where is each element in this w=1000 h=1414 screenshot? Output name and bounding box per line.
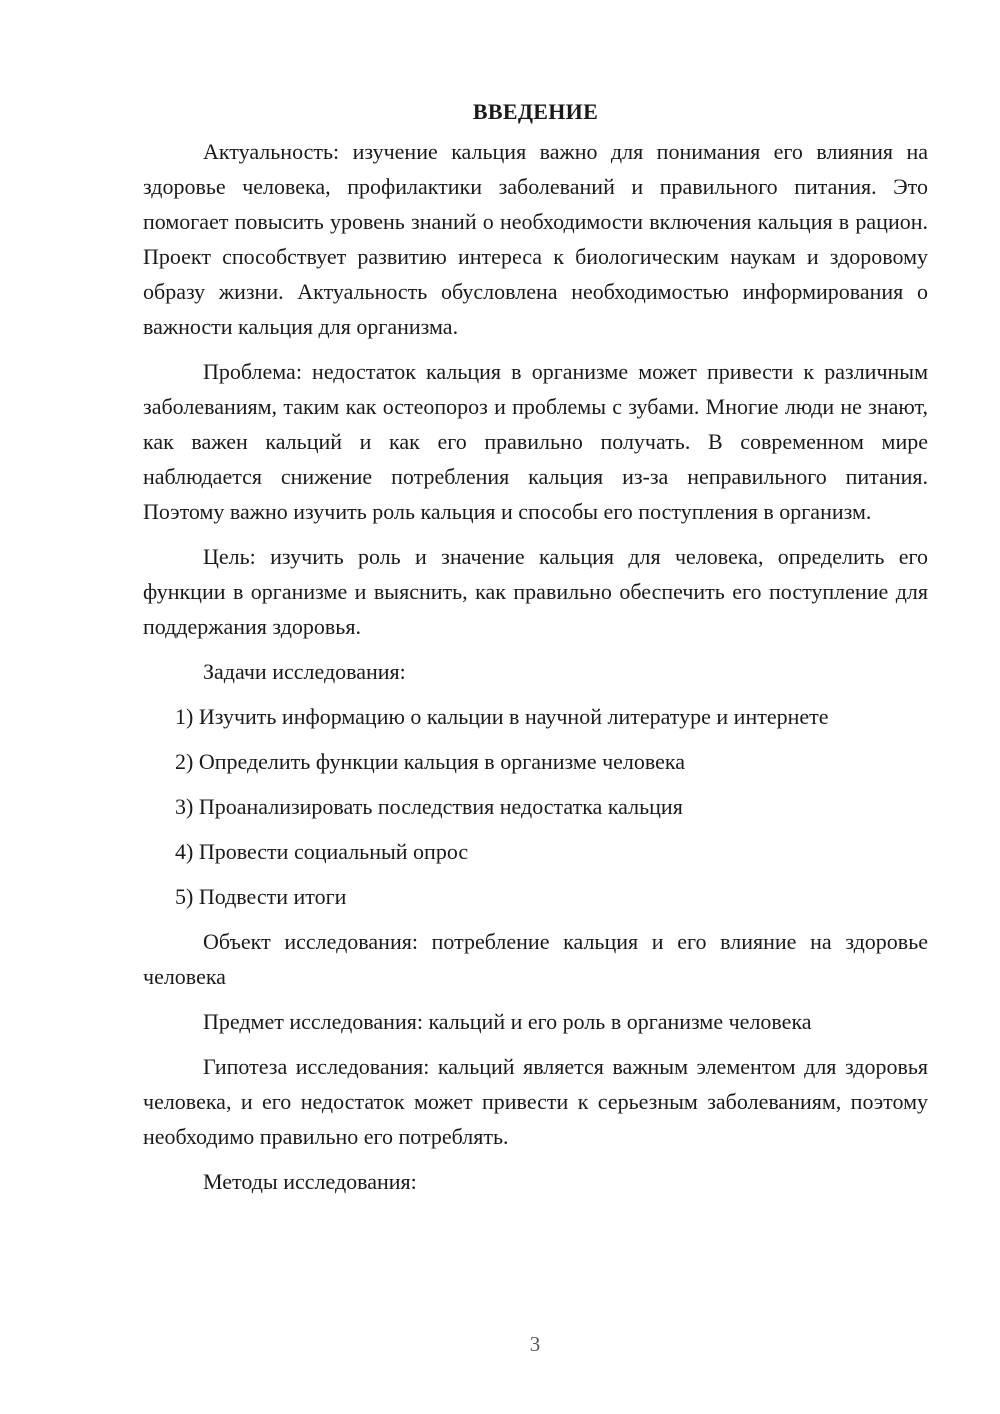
document-page [143, 90, 928, 1199]
hypothesis-paragraph: Гипотеза исследования: кальций является важным элементом для здоровья человека, и его недостаток может привести к серьезным заболеваниям, поэтому необходимо правильно его потреблять. [143, 1054, 928, 1149]
problem-paragraph: Проблема: недостаток кальция в организме может привести к различным заболеваниям, таким как остеопороз и проблемы с зубами. Многие люди не знают, как важен кальций и как его правильно получать. В современном мире наблюдается снижение потребления кальция из-за неправильного питания. Поэтому важно изучить роль кальция и способы его поступления в организм. [143, 359, 928, 524]
subject-paragraph: Предмет исследования: кальций и его роль в организме человека [203, 1009, 812, 1034]
list-item: 4) Провести социальный опрос [175, 839, 469, 864]
list-item: 1) Изучить информацию о кальции в научной литературе и интернете [175, 704, 829, 729]
section-heading: ВВЕДЕНИЕ [472, 99, 599, 124]
object-paragraph: Объект исследования: потребление кальция и его влияние на здоровье человека [143, 929, 928, 989]
list-item: 5) Подвести итоги [175, 884, 347, 909]
methods-title: Методы исследования: [203, 1169, 417, 1194]
goal-paragraph: Цель: изучить роль и значение кальция для человека, определить его функции в организме и выяснить, как правильно обеспечить его поступление для поддержания здоровья. [143, 544, 928, 639]
tasks-list [143, 699, 928, 914]
relevance-paragraph: Актуальность: изучение кальция важно для понимания его влияния на здоровье человека, профилактики заболеваний и правильного питания. Это помогает повысить уровень знаний о необходимости включения кальция в рацион. Проект способствует развитию интереса к биологическим наукам и здоровому образу жизни. Актуальность обусловлена необходимостью информирования о важности кальция для организма. [143, 139, 928, 339]
list-item: 2) Определить функции кальция в организме человека [175, 749, 686, 774]
page-number: 3 [529, 1332, 541, 1356]
tasks-title: Задачи исследования: [203, 659, 406, 684]
list-item: 3) Проанализировать последствия недостатка кальция [175, 794, 683, 819]
